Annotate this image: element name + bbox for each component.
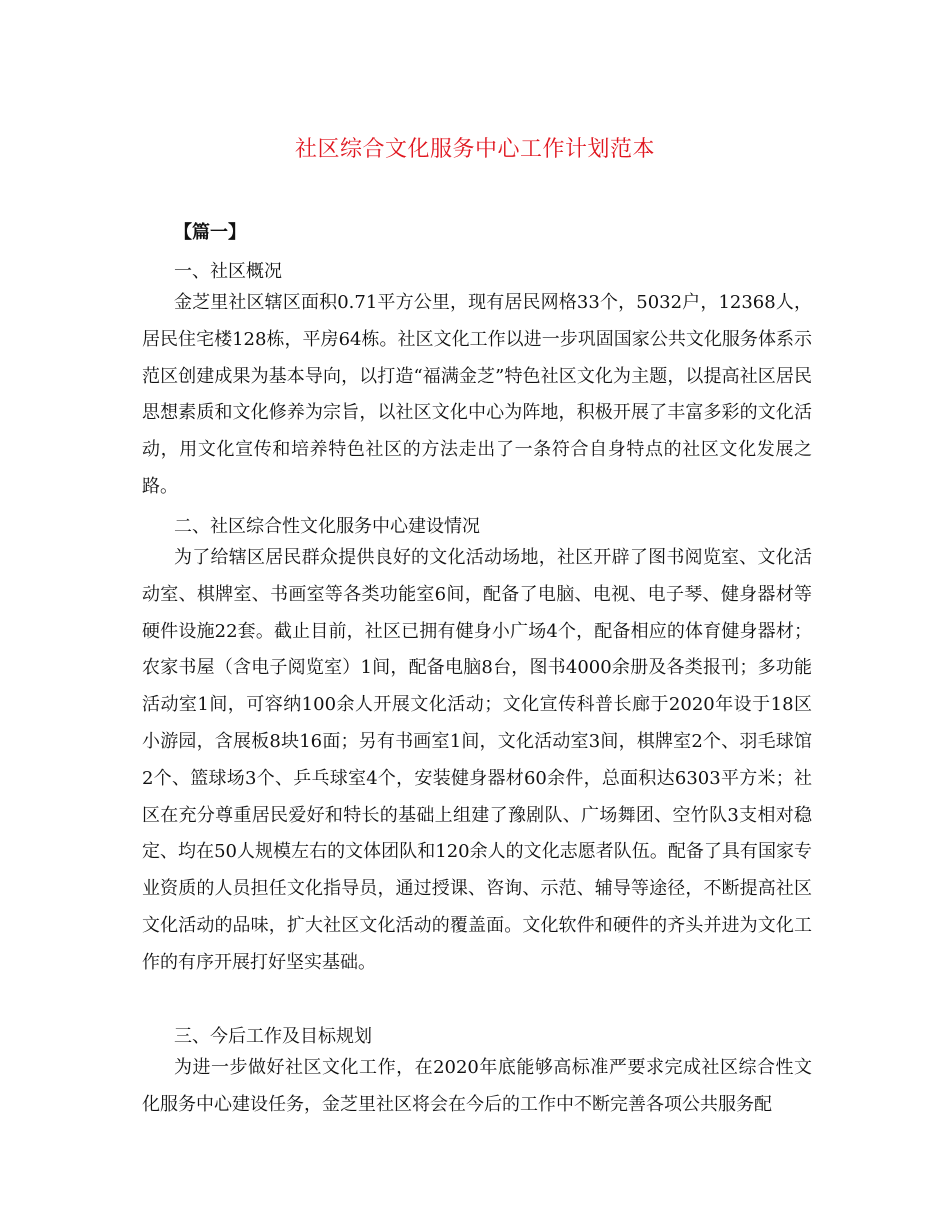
- heading-center-construction: 二、社区综合性文化服务中心建设情况: [174, 516, 480, 537]
- paragraph-center-construction: 为了给辖区居民群众提供良好的文化活动场地，社区开辟了图书阅览室、文化活动室、棋牌室、书画室等各类功能室6间，配备了电脑、电视、电子琴、健身器材等硬件设施22套。截止目前，社区已拥有健身小广场4个，配备相应的体育健身器材；农家书屋（含电子阅览室）1间，配备电脑8台，图书4000余册及各类报刊；多功能活动室1间，可容纳100余人开展文化活动；文化宣传科普长廊于2020年设于18区小游园，含展板8块16面；另有书画室1间，文化活动室3间，棋牌室2个、羽毛球馆2个、篮球场3个、乒乓球室4个，安装健身器材60余件，总面积达6303平方米；社区在充分尊重居民爱好和特长的基础上组建了豫剧队、广场舞团、空竹队3支相对稳定、均在50人规模左右的文体团队和120余人的文化志愿者队伍。配备了具有国家专业资质的人员担任文化指导员，通过授课、咨询、示范、辅导等途径，不断提高社区文化活动的品味，扩大社区文化活动的覆盖面。文化软件和硬件的齐头并进为文化工作的有序开展打好坚实基础。: [142, 547, 812, 973]
- document-title: 社区综合文化服务中心工作计划范本: [294, 137, 655, 162]
- paragraph-future-plan: 为进一步做好社区文化工作，在2020年底能够高标准严要求完成社区综合性文化服务中心建设任务，金芝里社区将会在今后的工作中不断完善各项公共服务配: [142, 1057, 812, 1115]
- heading-future-plan: 三、今后工作及目标规划: [174, 1026, 372, 1047]
- section-marker: 【篇一】: [174, 222, 246, 243]
- heading-community-overview: 一、社区概况: [174, 261, 282, 282]
- paragraph-community-overview: 金芝里社区辖区面积0.71平方公里，现有居民网格33个，5032户，12368人，居民住宅楼128栋，平房64栋。社区文化工作以进一步巩固国家公共文化服务体系示范区创建成果为基本导向，以打造“福满金芝”特色社区文化为主题，以提高社区居民思想素质和文化修养为宗旨，以社区文化中心为阵地，积极开展了丰富多彩的文化活动，用文化宣传和培养特色社区的方法走出了一条符合自身特点的社区文化发展之路。: [142, 292, 812, 497]
